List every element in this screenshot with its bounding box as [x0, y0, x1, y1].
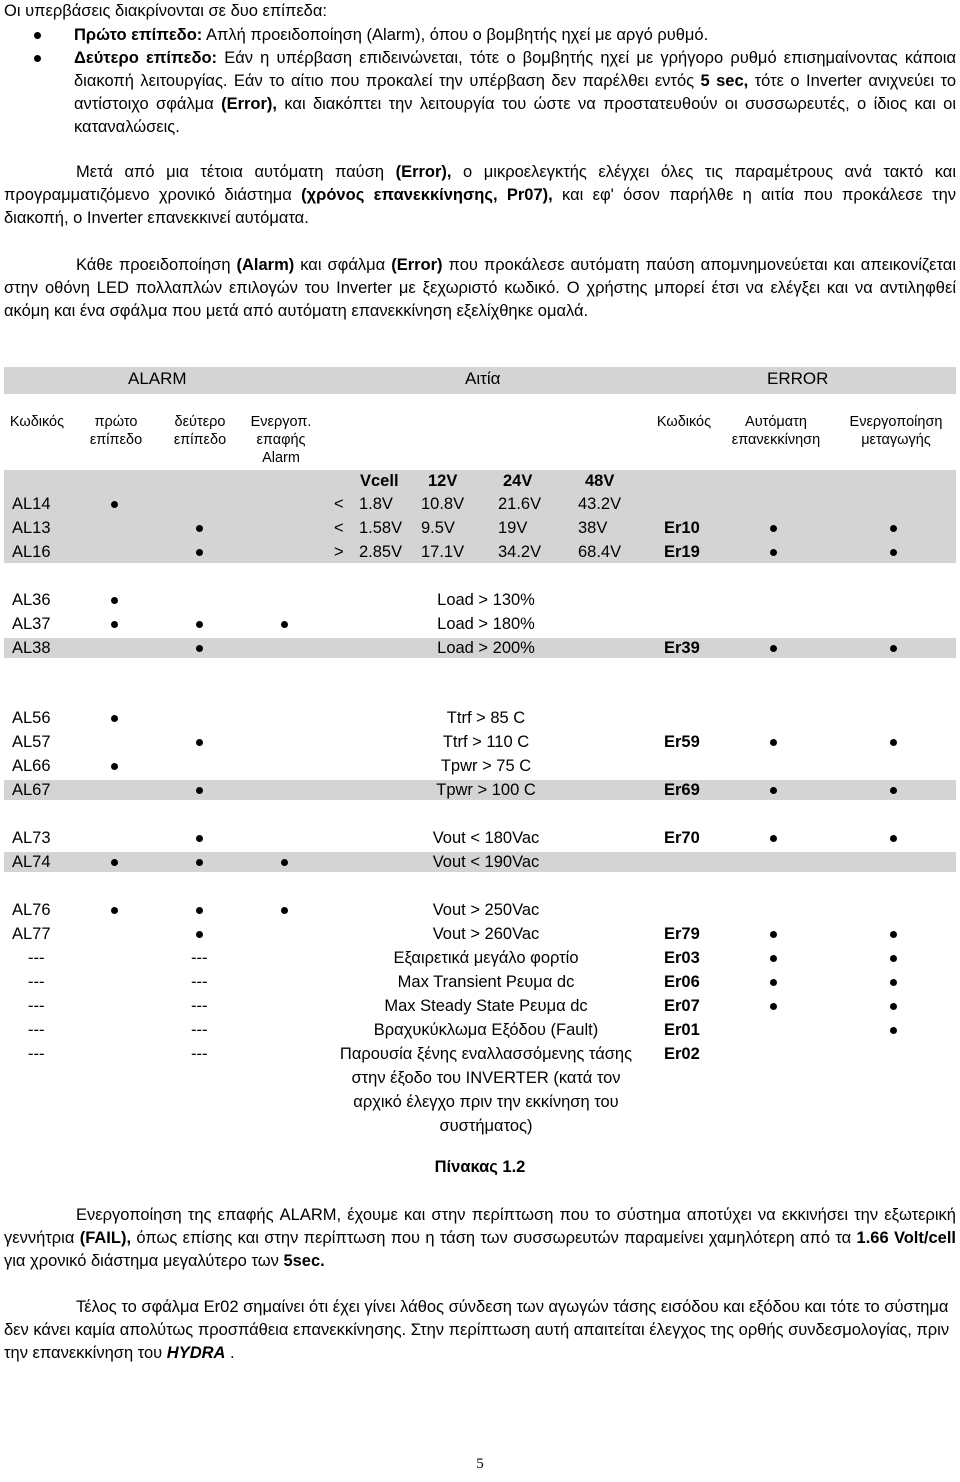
vcell-value-24v: 10.8V — [421, 495, 465, 513]
vcell-value-12v: 1.58V — [359, 519, 403, 537]
switch-dot-icon — [890, 979, 897, 986]
table-row-code: AL76 — [12, 901, 51, 919]
group-header-cause: Αιτία — [465, 369, 501, 388]
paragraph-memory — [4, 254, 956, 323]
table-caption: Πίνακας 1.2 — [434, 1158, 526, 1176]
auto-restart-dot-icon — [770, 931, 777, 938]
col-header-auto: Αυτόματη επανεκκίνηση — [731, 414, 821, 448]
first-level-dot-icon — [111, 763, 118, 770]
auto-restart-dot-icon — [770, 549, 777, 556]
vcell-header-12v: 12V — [428, 472, 458, 490]
error-code: Er07 — [664, 997, 700, 1015]
first-level-text: --- — [191, 949, 208, 967]
table-row-code: AL16 — [12, 543, 51, 561]
level-list — [0, 24, 956, 139]
first-level-dot-icon — [111, 859, 118, 866]
error-code: Er79 — [664, 925, 700, 943]
para5-text-1: Τέλος το σφάλμα Er02 σημαίνει ότι έχει γίνει λάθος σύνδεση των αγωγών τάσης εισόδου και εξόδου και τότε το σύστημα δεν κάνει καμία απολύτως προσπάθεια επανεκκίνησης. Στην περίπτωση αυτή απαιτείται έλεγχος της ορθής συνδεσμολογίας, πριν την επανεκκίνηση του — [4, 1298, 950, 1362]
paragraph-fail — [4, 1204, 956, 1273]
second-level-dot-icon — [196, 739, 203, 746]
level-first-text: Απλή προειδοποίηση (Alarm), όπου ο βομβητής ηχεί με αργό ρυθμό. — [202, 26, 709, 44]
second-level-dot-icon — [196, 859, 203, 866]
second-level-dot-icon — [281, 621, 288, 628]
vcell-value-12v: 1.8V — [359, 495, 393, 513]
vcell-value-48v-a: 21.6V — [498, 495, 542, 513]
switch-dot-icon — [890, 931, 897, 938]
vcell-value-48v-a: 34.2V — [498, 543, 542, 561]
table-row-code: --- — [28, 1045, 45, 1063]
group-header-alarm: ALARM — [128, 369, 187, 388]
table-group-header — [4, 367, 956, 394]
vcell-value-48v-a: 19V — [498, 519, 528, 537]
vcell-value-48v-b: 38V — [578, 519, 608, 537]
second-level-dot-icon — [196, 835, 203, 842]
first-level-dot-icon — [111, 501, 118, 508]
para2-bold-2: (χρόνος επανεκκίνησης, Pr07), — [301, 186, 553, 204]
first-level-text: --- — [191, 1045, 208, 1063]
level-second-text-3: και διακόπτει την λειτουργία του ώστε να προστατευθούν οι συσσωρευτές, ο ίδιος και οι καταναλώσεις. — [74, 95, 956, 136]
auto-restart-dot-icon — [770, 739, 777, 746]
second-level-dot-icon — [281, 907, 288, 914]
second-level-dot-icon — [196, 549, 203, 556]
vcell-value-24v: 17.1V — [421, 543, 465, 561]
para2-bold-1: (Error), — [395, 163, 452, 181]
table-row-cause: Max Steady State Ρευμα dc — [384, 997, 588, 1015]
first-level-dot-icon — [111, 715, 118, 722]
table-row-code: --- — [28, 949, 45, 967]
second-level-dot-icon — [196, 787, 203, 794]
vcell-value-48v-b: 43.2V — [578, 495, 622, 513]
auto-restart-dot-icon — [770, 979, 777, 986]
table-row-cause: Παρουσία ξένης εναλλασσόμενης τάσης στην έξοδο του INVERTER (κατά τον αρχικό έλεγχο πριν την εκκίνηση του συστήματος) — [339, 1045, 633, 1135]
table-row-code: AL67 — [12, 781, 51, 799]
switch-dot-icon — [890, 645, 897, 652]
table-row-code: AL57 — [12, 733, 51, 751]
switch-dot-icon — [890, 525, 897, 532]
error-code: Er39 — [664, 639, 700, 657]
error-code: Er10 — [664, 519, 700, 537]
vcell-header-24v: 24V — [503, 472, 533, 490]
col-header-switch: Ενεργοποίηση μεταγωγής — [849, 414, 943, 448]
table-row-code: AL36 — [12, 591, 51, 609]
table-row-cause: Load > 180% — [437, 615, 535, 633]
table-row-code: AL13 — [12, 519, 51, 537]
switch-dot-icon — [890, 787, 897, 794]
error-code: Er19 — [664, 543, 700, 561]
switch-dot-icon — [890, 1027, 897, 1034]
vcell-operator: > — [334, 543, 344, 561]
second-level-dot-icon — [196, 621, 203, 628]
table-row-code: AL56 — [12, 709, 51, 727]
table-row-code: AL73 — [12, 829, 51, 847]
table-row-cause: Vout < 180Vac — [432, 829, 540, 847]
para4-bold-2: 1.66 Volt/cell — [856, 1229, 956, 1247]
switch-dot-icon — [890, 1003, 897, 1010]
table-row-cause: Tpwr > 75 C — [440, 757, 532, 775]
first-level-text: --- — [191, 973, 208, 991]
second-level-dot-icon — [196, 931, 203, 938]
para4-text-1: Ενεργοποίηση της επαφής ALARM, έχουμε και στην περίπτωση που το σύστημα αποτύχει να εκκινήσει την εξωτερική γεννήτρια — [4, 1206, 956, 1247]
error-code: Er69 — [664, 781, 700, 799]
auto-restart-dot-icon — [770, 835, 777, 842]
table-row-cause: Εξαιρετικά μεγάλο φορτίο — [393, 949, 579, 967]
first-level-dot-icon — [111, 597, 118, 604]
auto-restart-dot-icon — [770, 645, 777, 652]
auto-restart-dot-icon — [770, 1003, 777, 1010]
paragraph-restart — [4, 161, 956, 230]
vcell-value-48v-b: 68.4V — [578, 543, 622, 561]
table-row-cause: Tpwr > 100 C — [436, 781, 536, 799]
error-code: Er06 — [664, 973, 700, 991]
para4-text-3: για χρονικό διάστημα μεγαλύτερο των — [4, 1252, 284, 1270]
table-row-code: AL77 — [12, 925, 51, 943]
level-second-text-1: Εάν η υπέρβαση επιδεινώνεται, τότε ο βομβητής ηχεί με γρήγορο ρυθμό επισημαίνοντας κάποια διακοπή λειτουργίας. Εάν το αίτιο που προκαλεί την υπέρβαση δεν παρέλθει εντός — [74, 49, 957, 90]
para5-text-2: . — [225, 1344, 235, 1362]
first-level-text: --- — [191, 1021, 208, 1039]
table-row-code: --- — [28, 1021, 45, 1039]
para4-bold-3: 5sec. — [283, 1252, 325, 1270]
para3-text-2: και σφάλμα — [294, 256, 392, 274]
para3-text-3: που προκάλεσε αυτόματη παύση απομνημονεύεται και απεικονίζεται στην οθόνη LED πολλαπλών επιλογών του Inverter με ξεχωριστό κωδικό. Ο χρήστης μπορεί έτσι να ελέγξει και να αντιληφθεί ακόμη και ένα σφάλμα που μετά από αυτόματη επανεκκίνηση εξελίχθηκε ομαλά. — [4, 256, 956, 320]
switch-dot-icon — [890, 955, 897, 962]
vcell-header-label: Vcell — [360, 472, 399, 490]
level-second-time: 5 sec, — [700, 72, 749, 90]
col-header-second: δεύτερο επίπεδο — [173, 414, 227, 448]
para4-bold-1: (FAIL), — [79, 1229, 132, 1247]
level-first-item — [74, 24, 956, 47]
second-level-dot-icon — [281, 859, 288, 866]
table-row-cause: Vout > 250Vac — [432, 901, 540, 919]
para3-text-1: Κάθε προειδοποίηση — [76, 256, 237, 274]
table-row-cause: Ttrf > 85 C — [446, 709, 526, 727]
vcell-operator: < — [334, 495, 344, 513]
second-level-dot-icon — [196, 645, 203, 652]
table-row-cause: Βραχυκύκλωμα Εξόδου (Fault) — [373, 1021, 599, 1039]
table-row-cause: Max Transient Ρευμα dc — [397, 973, 575, 991]
table-shaded-band — [4, 470, 956, 563]
level-second-error: (Error), — [221, 95, 278, 113]
error-code: Er02 — [664, 1045, 700, 1063]
col-header-first: πρώτο επίπεδο — [89, 414, 143, 448]
intro-line: Οι υπερβάσεις διακρίνονται σε δυο επίπεδα: — [4, 2, 327, 20]
first-level-text: --- — [191, 997, 208, 1015]
table-row-code: AL38 — [12, 639, 51, 657]
second-level-dot-icon — [196, 525, 203, 532]
vcell-header-48v: 48V — [585, 472, 615, 490]
level-second-title: Δεύτερο επίπεδο: — [74, 49, 218, 67]
col-header-code: Κωδικός — [9, 414, 65, 430]
vcell-value-24v: 9.5V — [421, 519, 455, 537]
product-name: HYDRA — [166, 1344, 226, 1362]
table-row-code: AL37 — [12, 615, 51, 633]
para2-text-3: και εφ' όσον παρήλθε η αιτία που προκάλεσε την διακοπή, ο Inverter επανεκκινεί αυτόματα. — [4, 186, 956, 227]
auto-restart-dot-icon — [770, 787, 777, 794]
error-code: Er01 — [664, 1021, 700, 1039]
para2-text-2: ο μικροελεγκτής ελέγχει όλες τις παραμέτρους ανά τακτό και προγραμματιζόμενο χρονικό διάστημα — [4, 163, 956, 204]
table-row-cause: Vout > 260Vac — [432, 925, 540, 943]
para3-bold-2: (Error) — [391, 256, 443, 274]
switch-dot-icon — [890, 739, 897, 746]
level-first-title: Πρώτο επίπεδο: — [74, 26, 203, 44]
vcell-value-12v: 2.85V — [359, 543, 403, 561]
para4-text-2: όπως επίσης και στην περίπτωση που η τάση των συσσωρευτών παραμείνει χαμηλότερη από τα — [131, 1229, 857, 1247]
table-row-code: AL66 — [12, 757, 51, 775]
table-row-code: AL74 — [12, 853, 51, 871]
table-row-code: --- — [28, 973, 45, 991]
second-level-dot-icon — [196, 907, 203, 914]
auto-restart-dot-icon — [770, 525, 777, 532]
page-number: 5 — [476, 1456, 484, 1472]
col-header-active: Ενεργοπ. επαφής Alarm — [250, 414, 312, 466]
first-level-dot-icon — [111, 621, 118, 628]
switch-dot-icon — [890, 835, 897, 842]
error-code: Er03 — [664, 949, 700, 967]
col-header-err-code: Κωδικός — [656, 414, 712, 430]
table-row-code: --- — [28, 997, 45, 1015]
vcell-operator: < — [334, 519, 344, 537]
error-code: Er59 — [664, 733, 700, 751]
error-code: Er70 — [664, 829, 700, 847]
table-row-cause: Vout < 190Vac — [432, 853, 540, 871]
group-header-error: ERROR — [767, 369, 829, 388]
first-level-dot-icon — [111, 907, 118, 914]
table-row-code: AL14 — [12, 495, 51, 513]
paragraph-er02 — [4, 1296, 956, 1365]
table-row-cause: Load > 130% — [437, 591, 535, 609]
para3-bold-1: (Alarm) — [236, 256, 295, 274]
switch-dot-icon — [890, 549, 897, 556]
level-second-item — [74, 47, 956, 139]
level-second-text-2: τότε ο Inverter ανιχνεύει το αντίστοιχο σφάλμα — [74, 72, 956, 113]
table-row-cause: Load > 200% — [437, 639, 535, 657]
para2-text-1: Μετά από μια τέτοια αυτόματη παύση — [76, 163, 396, 181]
auto-restart-dot-icon — [770, 955, 777, 962]
table-row-cause: Ttrf > 110 C — [442, 733, 530, 751]
